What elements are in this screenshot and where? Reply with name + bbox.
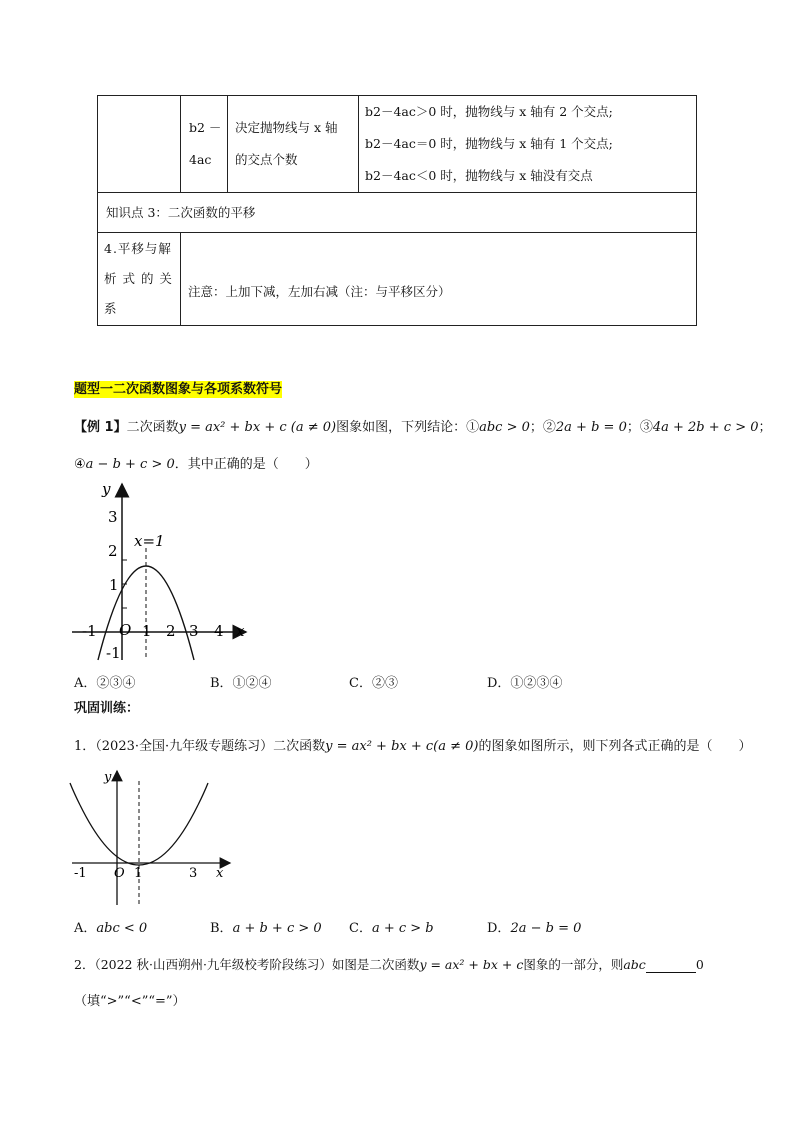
example-1-option-c[interactable]: C．②③: [349, 676, 398, 691]
question-1-prompt: 的图象如图所示，则下列各式正确的是（ ）: [478, 739, 752, 754]
conclusion-3: 4a + 2b + c > 0: [652, 420, 759, 435]
example-1-line-1: [74, 416, 772, 435]
option-letter: C．: [349, 921, 372, 936]
conclusion-1: abc > 0: [479, 420, 530, 435]
separator: ；: [758, 420, 772, 435]
section-title: [74, 378, 282, 397]
example-1-option-b[interactable]: B．①②④: [210, 676, 272, 691]
section-title-text: 题型一二次函数图象与各项系数符号: [74, 382, 283, 397]
answer-blank[interactable]: [646, 958, 696, 973]
y-tick-label: 2: [108, 542, 118, 560]
example-text: 图象如图，下列结论：①: [336, 420, 480, 435]
question-2-tail: 0: [695, 957, 704, 972]
cell-text: 决定抛物线与 x 轴: [235, 120, 338, 135]
cell-text: 注意：上加下减，左加右减（注：与平移区分）: [188, 284, 451, 299]
origin-label: O: [114, 866, 125, 881]
x-tick-label: 3: [189, 622, 199, 640]
question-2-prompt: 图象的一部分，则: [523, 957, 624, 972]
question-1-text: [74, 735, 752, 754]
example-1-parabola-graph: [68, 478, 258, 663]
x-tick-label: 4: [214, 622, 224, 640]
question-1-option-b[interactable]: [210, 917, 322, 936]
x-tick-label: 3: [189, 866, 198, 881]
question-1-function: y = ax² + bx + c(a ≠ 0): [325, 739, 479, 754]
example-tag: 【例 1】: [74, 420, 127, 435]
option-letter: D．: [487, 921, 511, 936]
question-2-hint: （填“>”“<”“=”）: [74, 994, 186, 1009]
parabola-curve: [80, 805, 198, 865]
question-1-option-d[interactable]: [487, 917, 581, 936]
x-tick-label: -1: [74, 866, 87, 881]
question-1-parabola-graph: [68, 765, 243, 915]
option-expression: 2a − b = 0: [510, 921, 582, 936]
cell-text: b2－4ac＞0 时，抛物线与 x 轴有 2 个交点;: [365, 104, 613, 119]
x-axis-label: x: [216, 866, 224, 881]
knowledge-point-3-row: [98, 193, 697, 233]
question-1-option-c[interactable]: [349, 917, 434, 936]
cell-text: b2－4ac＝0 时，抛物线与 x 轴有 1 个交点;: [365, 136, 613, 151]
x-tick-label: -1: [82, 622, 97, 640]
y-tick-label: 1: [109, 576, 119, 594]
marker-4: ④: [74, 457, 86, 472]
cell-text: 4.平移与解: [104, 241, 172, 256]
option-expression: a + c > b: [371, 921, 434, 936]
example-question: ．其中正确的是（ ）: [174, 457, 318, 472]
cell-text: 4ac: [189, 152, 212, 167]
option-letter: A．: [74, 921, 97, 936]
y-tick-label: 3: [108, 508, 118, 526]
y-axis-label: y: [104, 770, 112, 785]
table-cell-translation-label: [98, 233, 181, 326]
x-tick-label: 2: [166, 622, 176, 640]
cell-text: 的交点个数: [235, 152, 298, 167]
option-expression: abc < 0: [96, 921, 148, 936]
example-1-option-a[interactable]: A．②③④: [74, 676, 136, 691]
separator: ；②: [529, 420, 556, 435]
option-expression: a + b + c > 0: [232, 921, 322, 936]
question-1-source: 1．（2023·全国·九年级专题练习）二次函数: [74, 739, 326, 754]
question-2-source: 2．（2022 秋·山西朔州·九年级校考阶段练习）如图是二次函数: [74, 957, 420, 972]
question-2-function: y = ax² + bx + c: [419, 957, 524, 972]
conclusion-2: 2a + b = 0: [555, 420, 627, 435]
example-1-option-d[interactable]: D．①②③④: [487, 676, 563, 691]
example-text: 二次函数: [126, 420, 179, 435]
practice-heading: 巩固训练：: [74, 701, 140, 716]
table-cell-empty: [98, 96, 181, 193]
table-cell-translation-note: [181, 233, 697, 326]
x-tick-label: 1: [142, 622, 152, 640]
x-tick-label: 1: [134, 866, 143, 881]
cell-text: b2－4ac＜0 时，抛物线与 x 轴没有交点: [365, 168, 593, 183]
table-cell-cases: [359, 96, 697, 193]
cell-text: 析 式 的 关: [104, 271, 173, 286]
knowledge-table: [97, 95, 697, 326]
knowledge-point-3-title: 知识点 3：二次函数的平移: [106, 204, 256, 220]
y-tick-label: -1: [106, 644, 121, 662]
separator: ；③: [626, 420, 653, 435]
origin-label: O: [119, 621, 132, 639]
question-1-option-a[interactable]: [74, 917, 147, 936]
cell-text: b2 －: [189, 120, 222, 135]
cell-text: 系: [104, 301, 118, 316]
symmetry-axis-label: x=1: [134, 532, 165, 550]
option-letter: B．: [210, 921, 233, 936]
x-axis-label: x: [236, 622, 245, 640]
question-2-variable: abc: [623, 957, 646, 972]
table-cell-b2-4ac: [181, 96, 228, 193]
conclusion-4: a − b + c > 0: [85, 457, 175, 472]
function-expression: y = ax² + bx + c (a ≠ 0): [178, 420, 337, 435]
y-axis-label: y: [102, 480, 111, 498]
table-cell-meaning: [228, 96, 359, 193]
question-2-text: [74, 955, 704, 973]
example-1-line-2: [74, 453, 318, 472]
